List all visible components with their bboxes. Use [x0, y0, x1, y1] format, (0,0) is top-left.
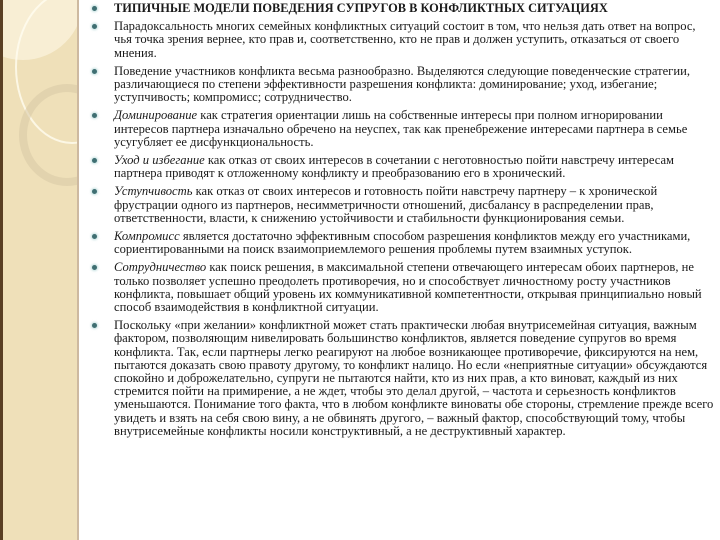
- bullet-text: является достаточно эффективным способом разрешения конфликтов между его участниками, сориентированными на поиск взаимоприемлемого решения проблемы путем взаимных уступок.: [114, 229, 691, 257]
- bullet-avoidance: [86, 154, 716, 180]
- bullet-text: Поведение участников конфликта весьма разнообразно. Выделяются следующие поведенческие стратегии, различающиеся по степени эффективности разрешения конфликта: доминирование; уход, избегание; уступчивость; компромисс; сотрудничество.: [114, 63, 690, 105]
- bullet-behavior-strategies: [86, 65, 716, 105]
- slide-content: [86, 2, 716, 443]
- bullet-cooperation: [86, 261, 716, 314]
- bullet-icon: [92, 234, 97, 239]
- bullet-icon: [92, 158, 97, 163]
- bullet-compromise: [86, 230, 716, 256]
- slide-title-item: [86, 2, 716, 15]
- bullet-icon: [92, 24, 97, 29]
- bullet-lead: Уход и избегание: [114, 153, 205, 168]
- bullet-conclusion: [86, 319, 716, 438]
- bullet-icon: [92, 189, 97, 194]
- bullet-text: как отказ от своих интересов в сочетании с неготовностью пойти навстречу интересам партнера приводят к отложенному конфликту и преобразованию его в хронический.: [114, 153, 675, 181]
- bullet-text: как отказ от своих интересов и готовность пойти навстречу партнеру – к хронической фрустрации одного из партнеров, несимметричности отношений, дисбалансу в распределении прав, ответственности, власти, к снижению устойчивости и стабильности функционирования семьи.: [114, 184, 658, 225]
- bullet-text: как поиск решения, в максимальной степени отвечающего интересам обоих партнеров, не только позволяет успешно преодолеть противоречия, но и способствует личностному росту участников конфликта, повышает общий уровень их коммуникативной компетентности, открывая принципиально новый способ взаимодействия в конфликтной ситуации.: [114, 260, 702, 315]
- bullet-lead: Компромисс: [114, 229, 180, 244]
- bullet-lead: Сотрудничество: [114, 260, 207, 275]
- slide-title: ТИПИЧНЫЕ МОДЕЛИ ПОВЕДЕНИЯ СУПРУГОВ В КОНФЛИКТНЫХ СИТУАЦИЯХ: [114, 1, 608, 15]
- bullet-lead: Доминирование: [114, 108, 198, 123]
- bullet-icon: [92, 265, 97, 270]
- bullet-icon: [92, 69, 97, 74]
- bullet-paradox: [86, 20, 716, 60]
- bullet-compliance: [86, 185, 716, 225]
- bullet-domination: [86, 109, 716, 149]
- bullet-text: Парадоксальность многих семейных конфликтных ситуаций состоит в том, что нельзя дать ответ на вопрос, чья точка зрения вернее, кто прав и, соответственно, кто не прав и должен уступить, отказаться от своего мнения.: [114, 19, 696, 60]
- bullet-lead: Уступчивость: [114, 184, 193, 199]
- bullet-icon: [92, 323, 97, 328]
- bullet-text: как стратегия ориентации лишь на собственные интересы при полном игнорировании интересов партнера изначально обречено на неуспех, так как пренебрежение интересами партнера в семье усугубляет ее дисфункциональность.: [114, 108, 688, 149]
- decorative-sidebar: [0, 0, 79, 540]
- bullet-text: Поскольку «при желании» конфликтной может стать практически любая внутрисемейная ситуация, важным фактором, позволяющим нивелировать большинство конфликтов, является поведение супругов во время конфликта. Так, если партнеры легко реагируют на любое возникающее противоречие, фиксируются на нем, пытаются доказать свою правоту другому, то конфликт налицо. Но если «неприятные ситуации» обсуждаются спокойно и доброжелательно, супруги не пытаются найти, кто из них прав, а кто виноват, каждый из них стремится пойти на примирение, а не ждет, чтобы это делал другой, – частота и серьезность конфликтов уменьшаются. Понимание того факта, что в любом конфликте виноваты обе стороны, стремление прежде всего увидеть и взять на себя свою вину, а не обвинять другого, – важный фактор, способствующий тому, чтобы внутрисемейные конфликты носили конструктивный, а не деструктивный характер.: [114, 318, 714, 438]
- bullet-icon: [92, 6, 97, 11]
- bullet-icon: [92, 113, 97, 118]
